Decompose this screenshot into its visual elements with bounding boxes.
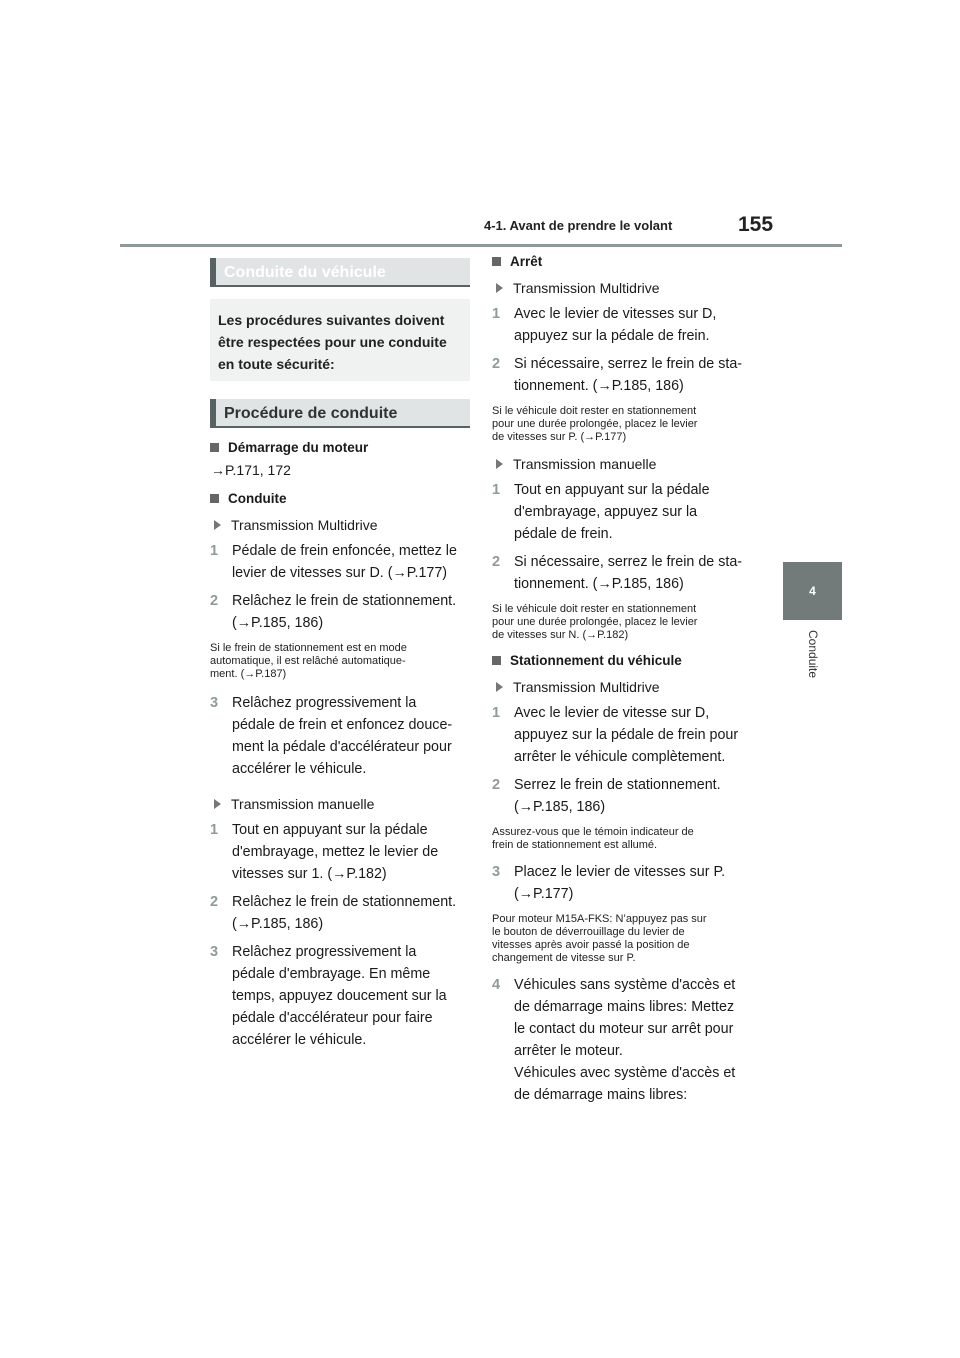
- square-bullet-icon: [492, 257, 501, 266]
- step-item: 2 Si nécessaire, serrez le frein de sta- tionnement. (→P.185, 186): [492, 356, 743, 394]
- triangle-bullet-icon: [214, 520, 221, 530]
- step-item: 1 Avec le levier de vitesses sur D, appuyez sur la pédale de frein.: [492, 306, 717, 344]
- step-item: 3 Relâchez progressivement la pédale d'embrayage. En même temps, appuyez doucement sur la pédale d'accélérateur pour faire accélérer le véhicule.: [210, 944, 447, 1048]
- step-item: 1 Tout en appuyant sur la pédale d'embrayage, appuyez sur la pédale de frein.: [492, 482, 710, 542]
- header-rule: [120, 244, 842, 247]
- step-item: 4 Véhicules sans système d'accès et de démarrage mains libres: Mettez le contact du moteur sur arrêt pour arrêter le moteur. Véhicules avec système d'accès et de démarrage mains libres:: [492, 977, 736, 1103]
- note-text: Si le véhicule doit rester en stationnement pour une durée prolongée, placez le levier de vitesses sur N. (→P.182): [492, 603, 698, 641]
- square-bullet-icon: [492, 656, 501, 665]
- chapter-tab: 4: [783, 562, 842, 620]
- transmission-label: Transmission Multidrive: [210, 517, 470, 533]
- square-bullet-icon: [210, 494, 219, 503]
- left-column: [210, 258, 470, 1051]
- step-item: 3 Relâchez progressivement la pédale de frein et enfoncez douce- ment la pédale d'accélérateur pour accélérer le véhicule.: [210, 695, 453, 777]
- step-item: 1 Avec le levier de vitesse sur D, appuyez sur la pédale de frein pour arrêter le véhicule complètement.: [492, 705, 739, 765]
- triangle-bullet-icon: [496, 459, 503, 469]
- subheading-conduite: Conduite: [210, 491, 470, 506]
- triangle-bullet-icon: [496, 283, 503, 293]
- step-item: 2 Relâchez le frein de stationnement. (→P.185, 186): [210, 593, 457, 631]
- step-item: 2 Serrez le frein de stationnement. (→P.185, 186): [492, 777, 721, 815]
- note-text: Pour moteur M15A-FKS: N’appuyez pas sur le bouton de déverrouillage du levier de vitesses après avoir passé la position de changement de vitesse sur P.: [492, 913, 707, 964]
- step-item: 3 Placez le levier de vitesses sur P. (→P.177): [492, 864, 726, 902]
- triangle-bullet-icon: [496, 682, 503, 692]
- page-reference: →P.171, 172: [211, 462, 291, 478]
- section-title: 4-1. Avant de prendre le volant: [484, 218, 673, 233]
- step-item: 1 Pédale de frein enfoncée, mettez le levier de vitesses sur D. (→P.177): [210, 543, 457, 581]
- step-item: 2 Relâchez le frein de stationnement. (→P.185, 186): [210, 894, 457, 932]
- intro-box: Les procédures suivantes doivent être respectées pour une conduite en toute sécurité:: [210, 299, 470, 381]
- note-text: Si le frein de stationnement est en mode automatique, il est relâché automatique- ment. (→P.187): [210, 642, 407, 680]
- section-heading-procedure: Procédure de conduite: [210, 399, 470, 428]
- subheading-arret: Arrêt: [492, 254, 756, 269]
- chapter-tab-label: Conduite: [806, 630, 820, 679]
- step-item: 1 Tout en appuyant sur la pédale d'embrayage, mettez le levier de vitesses sur 1. (→P.182): [210, 822, 439, 882]
- right-column: [492, 254, 756, 1106]
- transmission-label: Transmission Multidrive: [492, 679, 756, 695]
- triangle-bullet-icon: [214, 799, 221, 809]
- transmission-label: Transmission manuelle: [492, 456, 756, 472]
- transmission-label: Transmission Multidrive: [492, 280, 756, 296]
- step-item: 2 Si nécessaire, serrez le frein de sta- tionnement. (→P.185, 186): [492, 554, 743, 592]
- transmission-label: Transmission manuelle: [210, 796, 470, 812]
- note-text: Assurez-vous que le témoin indicateur de frein de stationnement est allumé.: [492, 826, 694, 851]
- section-heading-conduite-vehicule: Conduite du véhicule: [210, 258, 470, 287]
- page-number: 155: [738, 213, 774, 236]
- subheading-demarrage: Démarrage du moteur: [210, 440, 470, 455]
- square-bullet-icon: [210, 443, 219, 452]
- subheading-stationnement: Stationnement du véhicule: [492, 653, 756, 668]
- note-text: Si le véhicule doit rester en stationnement pour une durée prolongée, placez le levier de vitesses sur P. (→P.177): [492, 405, 698, 443]
